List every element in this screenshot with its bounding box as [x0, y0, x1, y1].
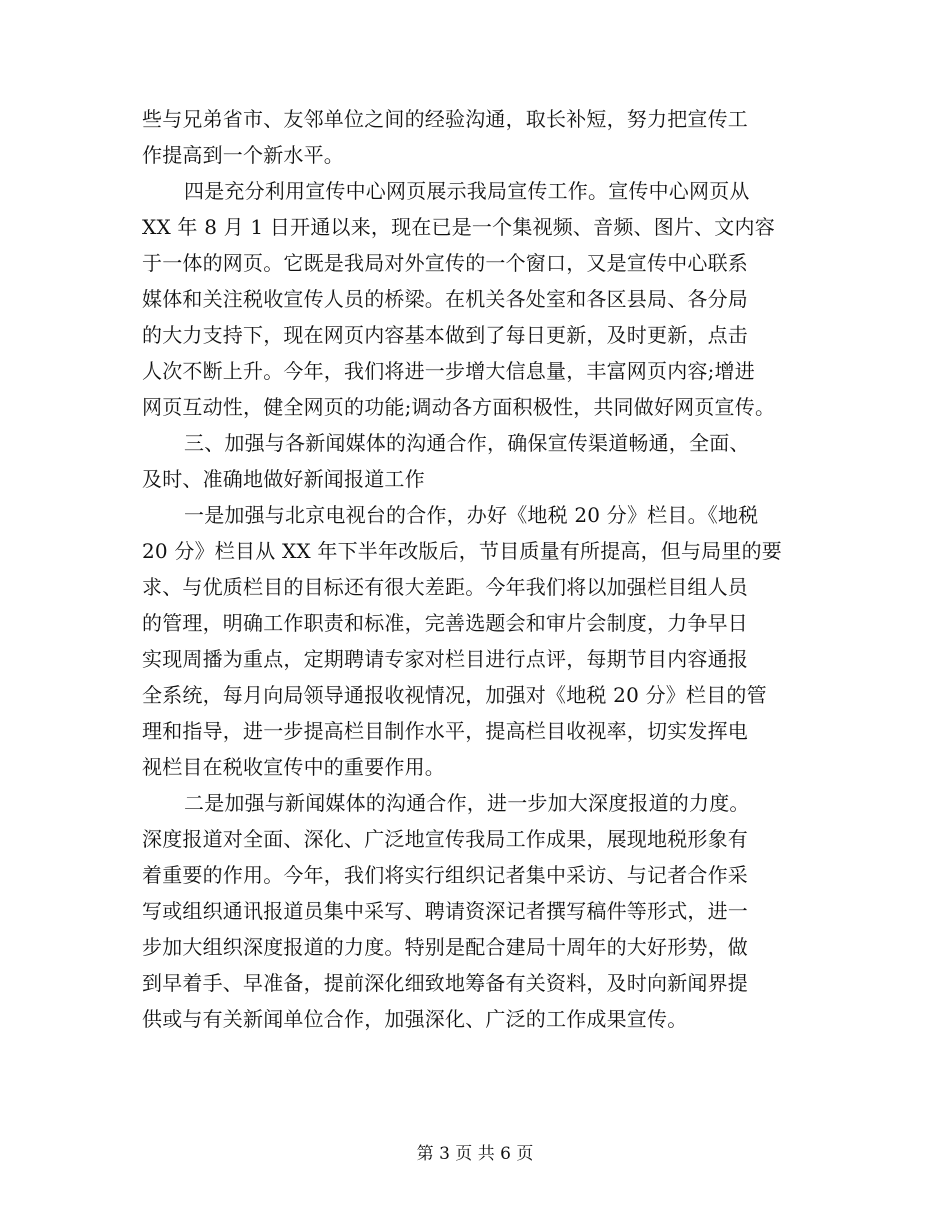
text-line-20: 二是加强与新闻媒体的沟通合作，进一步加大深度报道的力度。 [184, 791, 750, 815]
text-line-6: 媒体和关注税收宣传人员的桥梁。在机关各处室和各区县局、各分局 [142, 287, 748, 311]
document-body [142, 101, 832, 1037]
text-line-4: XX 年 8 月 1 日开通以来，现在已是一个集视频、音频、图片、文内容 [142, 215, 775, 239]
text-line-10: 三、加强与各新闻媒体的沟通合作，确保宣传渠道畅通，全面、 [184, 431, 750, 455]
text-line-9: 网页互动性，健全网页的功能;调动各方面积极性，共同做好网页宣传。 [142, 395, 776, 419]
text-line-24: 步加大组织深度报道的力度。特别是配合建局十周年的大好形势，做 [142, 935, 748, 959]
text-line-19: 视栏目在税收宣传中的重要作用。 [142, 755, 445, 779]
text-line-18: 理和指导，进一步提高栏目制作水平，提高栏目收视率，切实发挥电 [142, 719, 748, 743]
text-line-25: 到早着手、早准备，提前深化细致地筹备有关资料，及时向新闻界提 [142, 971, 748, 995]
text-line-13: 20 分》栏目从 XX 年下半年改版后，节目质量有所提高，但与局里的要 [142, 539, 782, 563]
text-line-8: 人次不断上升。今年，我们将进一步增大信息量，丰富网页内容;增进 [142, 359, 755, 383]
text-line-2: 作提高到一个新水平。 [142, 143, 344, 167]
text-line-1: 些与兄弟省市、友邻单位之间的经验沟通，取长补短，努力把宣传工 [142, 107, 748, 131]
text-line-7: 的大力支持下，现在网页内容基本做到了每日更新，及时更新，点击 [142, 323, 748, 347]
text-line-12: 一是加强与北京电视台的合作，办好《地税 20 分》栏目。《地税 [184, 503, 759, 527]
text-line-21: 深度报道对全面、深化、广泛地宣传我局工作成果，展现地税形象有 [142, 827, 748, 851]
text-line-16: 实现周播为重点，定期聘请专家对栏目进行点评，每期节目内容通报 [142, 647, 748, 671]
text-line-23: 写或组织通讯报道员集中采写、聘请资深记者撰写稿件等形式，进一 [142, 899, 748, 923]
text-line-17: 全系统，每月向局领导通报收视情况，加强对《地税 20 分》栏目的管 [142, 683, 767, 707]
text-line-5: 于一体的网页。它既是我局对外宣传的一个窗口，又是宣传中心联系 [142, 251, 748, 275]
text-line-11: 及时、准确地做好新闻报道工作 [142, 467, 425, 491]
text-line-15: 的管理，明确工作职责和标准，完善选题会和审片会制度，力争早日 [142, 611, 748, 635]
text-line-3: 四是充分利用宣传中心网页展示我局宣传工作。宣传中心网页从 [184, 179, 750, 203]
text-line-26: 供或与有关新闻单位合作，加强深化、广泛的工作成果宣传。 [142, 1007, 688, 1031]
text-line-22: 着重要的作用。今年，我们将实行组织记者集中采访、与记者合作采 [142, 863, 748, 887]
text-line-14: 求、与优质栏目的目标还有很大差距。今年我们将以加强栏目组人员 [142, 575, 748, 599]
page-footer: 第 3 页 共 6 页 [416, 1144, 534, 1164]
